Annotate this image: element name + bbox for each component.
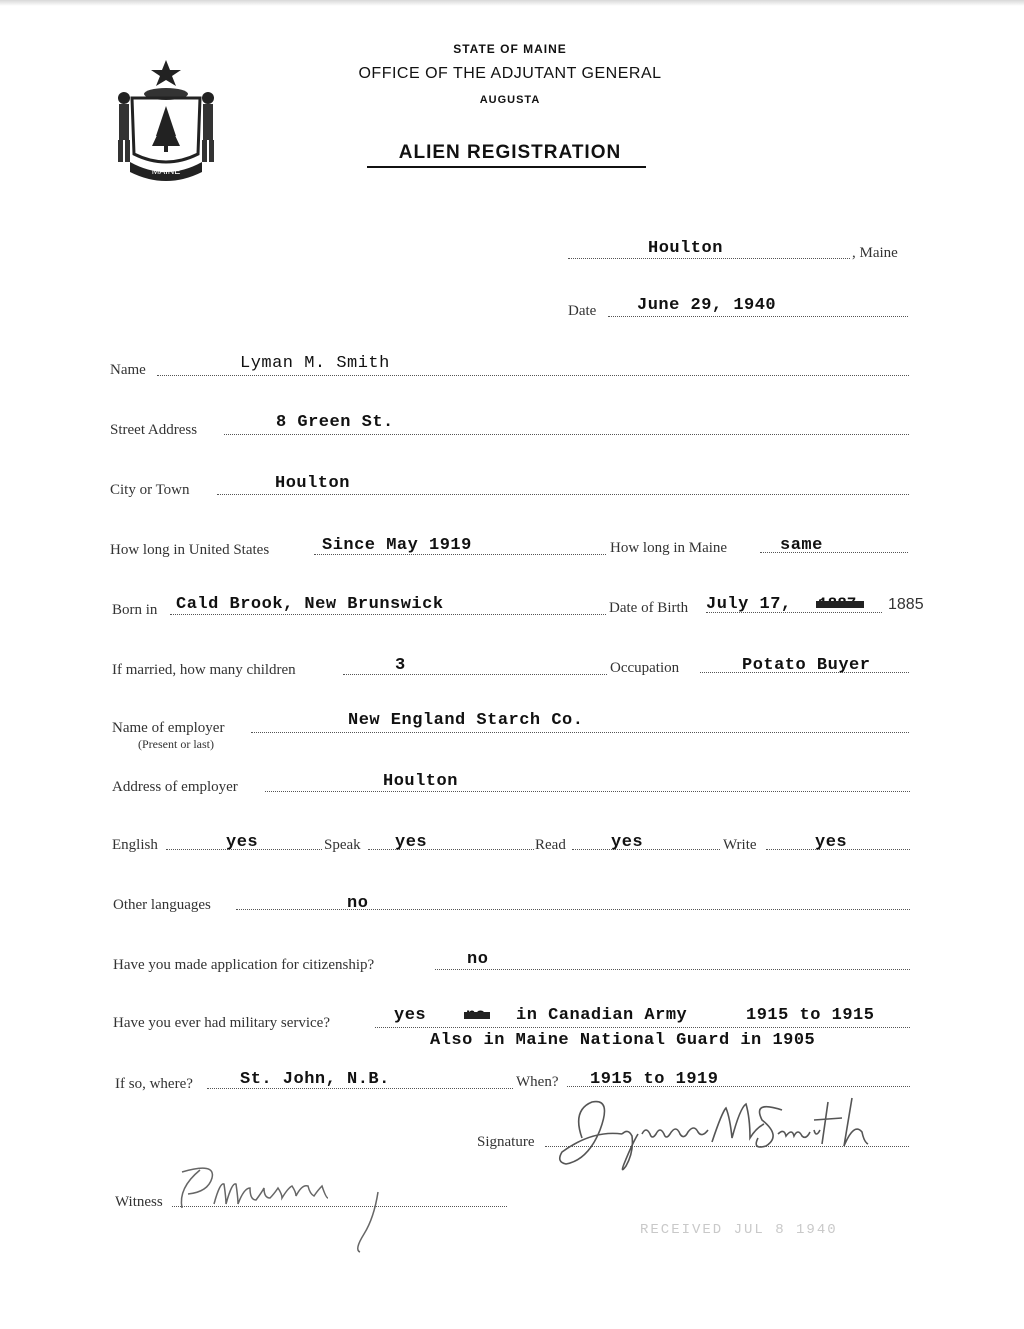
witness-handwritten-signature (168, 1158, 398, 1258)
employer-line (251, 732, 909, 733)
read-value: yes (611, 833, 644, 852)
born-in-line (170, 614, 606, 615)
military-label: Have you ever had military service? (113, 1015, 330, 1031)
city-label: City or Town (110, 482, 190, 498)
when-value: 1915 to 1919 (590, 1070, 719, 1089)
form-title: ALIEN REGISTRATION (398, 142, 622, 163)
place-suffix: , Maine (852, 245, 898, 261)
date-of-birth-value: July 17, (706, 595, 792, 614)
other-languages-label: Other languages (113, 897, 211, 913)
english-label: English (112, 837, 158, 853)
english-value: yes (226, 833, 259, 852)
born-in-label: Born in (112, 602, 158, 618)
write-value: yes (815, 833, 848, 852)
how-long-maine-value: same (780, 536, 823, 555)
office-heading: OFFICE OF THE ADJUTANT GENERAL (358, 65, 662, 82)
speak-label: Speak (324, 837, 361, 853)
military-years: 1915 to 1915 (746, 1006, 875, 1025)
city-value: Houlton (275, 474, 350, 493)
children-line (343, 674, 607, 675)
date-of-birth-correction: 1885 (888, 596, 924, 613)
where-value: St. John, N.B. (240, 1070, 390, 1089)
employer-sublabel: (Present or last) (138, 737, 214, 751)
occupation-value: Potato Buyer (742, 656, 871, 675)
date-of-birth-label: Date of Birth (609, 600, 689, 616)
date-value: June 29, 1940 (637, 296, 777, 315)
military-strikeout-mark (464, 1012, 490, 1019)
street-address-line (224, 434, 909, 435)
handwritten-signature (552, 1090, 922, 1180)
military-prefix: yes (394, 1006, 427, 1025)
children-label: If married, how many children (112, 662, 296, 678)
street-address-value: 8 Green St. (276, 413, 394, 432)
employer-address-value: Houlton (383, 772, 458, 791)
place-value: Houlton (648, 239, 723, 258)
write-label: Write (723, 837, 757, 853)
other-languages-value: no (347, 894, 369, 913)
military-line (375, 1027, 910, 1028)
citizenship-value: no (467, 950, 489, 969)
employer-value: New England Starch Co. (348, 711, 584, 730)
street-address-label: Street Address (110, 422, 198, 438)
speak-value: yes (395, 833, 428, 852)
employer-label: Name of employer (112, 720, 225, 736)
born-in-value: Cald Brook, New Brunswick (176, 595, 444, 614)
employer-address-label: Address of employer (112, 779, 238, 795)
when-label: When? (516, 1074, 559, 1090)
received-stamp: RECEIVED JUL 8 1940 (640, 1222, 838, 1238)
military-note: Also in Maine National Guard in 1905 (430, 1031, 816, 1050)
date-label: Date (568, 303, 597, 319)
speak-line (368, 849, 534, 850)
where-label: If so, where? (115, 1076, 193, 1092)
scan-edge (0, 0, 1024, 6)
witness-label: Witness (115, 1194, 163, 1210)
how-long-us-value: Since May 1919 (322, 536, 472, 555)
city-line (217, 494, 909, 495)
occupation-label: Occupation (610, 660, 680, 676)
military-value: in Canadian Army (516, 1006, 688, 1025)
children-value: 3 (395, 656, 406, 675)
place-line (568, 258, 850, 259)
strikeout-mark (816, 601, 864, 608)
maine-state-seal-icon (110, 58, 222, 182)
other-languages-line (236, 909, 910, 910)
signature-label: Signature (477, 1134, 535, 1150)
date-line (608, 316, 908, 317)
city-heading: AUGUSTA (479, 94, 541, 106)
name-value: Lyman M. Smith (240, 354, 390, 373)
citizenship-line (435, 969, 910, 970)
employer-address-line (265, 791, 910, 792)
citizenship-label: Have you made application for citizenship? (113, 957, 375, 973)
title-underline (367, 166, 646, 168)
svg-text:MAINE: MAINE (151, 166, 181, 176)
name-label: Name (110, 362, 146, 378)
read-label: Read (535, 837, 566, 853)
read-line (572, 849, 720, 850)
how-long-us-label: How long in United States (110, 542, 270, 558)
name-line (157, 375, 909, 376)
how-long-maine-label: How long in Maine (610, 540, 728, 556)
state-heading: STATE OF MAINE (453, 42, 567, 56)
